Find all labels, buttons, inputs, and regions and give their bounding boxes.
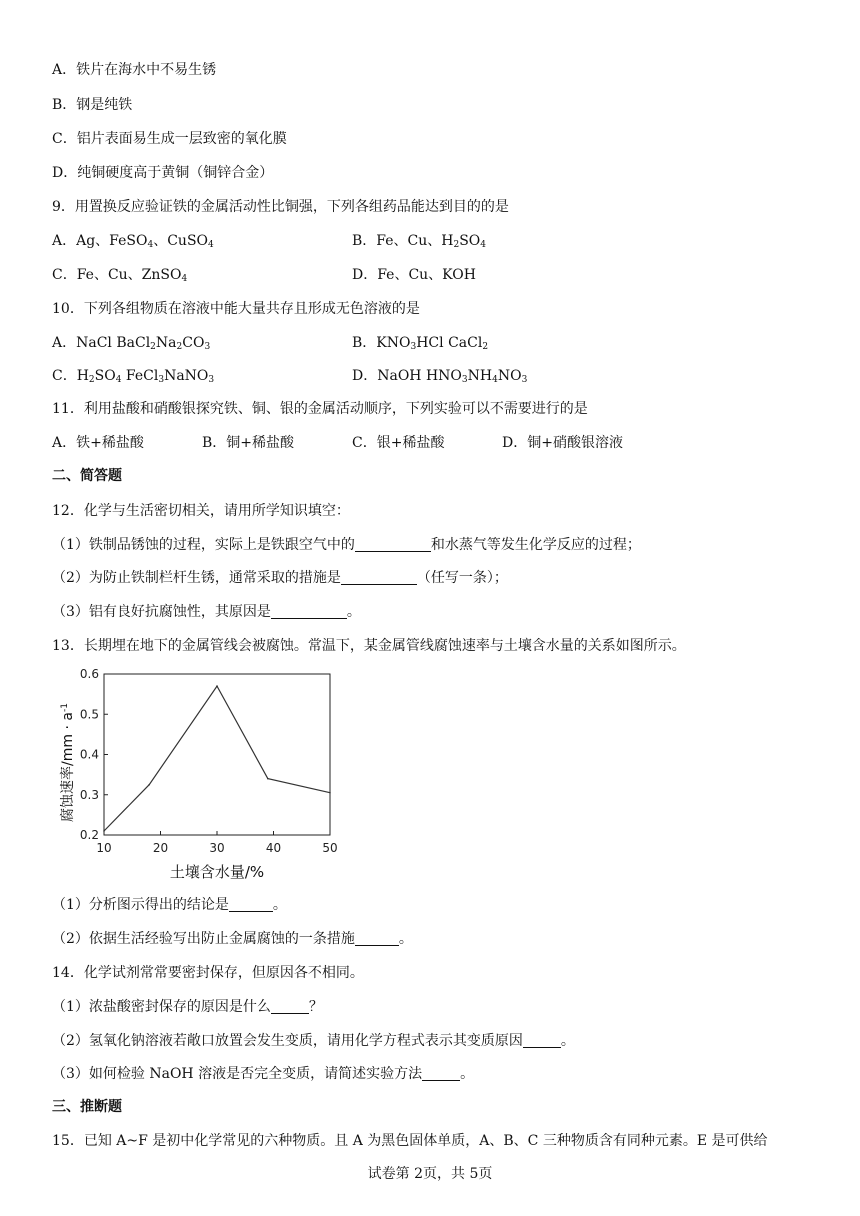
x-tick-label: 30 [209, 841, 225, 855]
q11-option-b: B．铜+稀盐酸 [202, 435, 295, 451]
q12-part-1: （1）铁制品锈蚀的过程，实际上是铁跟空气中的 和水蒸气等发生化学反应的过程； [52, 537, 641, 553]
answer-blank[interactable] [341, 570, 417, 585]
answer-blank[interactable] [523, 1033, 561, 1048]
x-tick-label: 50 [322, 841, 338, 855]
q15-stem: 15．已知 A~F 是初中化学常见的六种物质。且 A 为黑色固体单质，A、B、C 三种物质含有同种元素。E 是可供给 [52, 1133, 768, 1149]
q9-option-b: B．Fe、Cu、$H_2SO_4$ [352, 233, 487, 250]
answer-blank[interactable] [271, 604, 347, 619]
x-tick-label: 10 [96, 841, 112, 855]
q10-stem: 10．下列各组物质在溶液中能大量共存且形成无色溶液的是 [52, 301, 420, 317]
y-axis-label: 腐蚀速率$/mm \cdot a^{-1}$ [60, 703, 76, 822]
q9-option-a: A．Ag、FeSO$_4$、CuSO$_4$ [52, 233, 214, 250]
answer-blank[interactable] [229, 897, 273, 912]
answer-blank[interactable] [422, 1066, 460, 1081]
q8-option-d: D．纯铜硬度高于黄铜（铜锌合金） [52, 165, 274, 181]
q10-option-c: C．$H_2SO_4$ FeCl$_3$NaNO$_3$ [52, 368, 215, 385]
q14-part-3: （3）如何检验 NaOH 溶液是否完全变质，请简述实验方法 。 [52, 1066, 475, 1082]
section-heading-short-answer: 二、简答题 [52, 468, 122, 484]
data-point [216, 685, 218, 687]
q11-option-d: D．铜+硝酸银溶液 [502, 435, 623, 451]
data-point [267, 778, 269, 780]
q12-part-2: （2）为防止铁制栏杆生锈，通常采取的措施是 （任写一条）； [52, 570, 508, 586]
q9-option-d: D．Fe、Cu、KOH [352, 267, 476, 283]
q8-option-a: A．铁片在海水中不易生锈 [52, 62, 217, 78]
y-tick-label: 0.6 [79, 667, 99, 681]
chart-svg [52, 660, 352, 885]
q14-part-2: （2）氢氧化钠溶液若敞口放置会发生变质，请用化学方程式表示其变质原因 。 [52, 1033, 575, 1049]
x-tick-label: 40 [265, 841, 282, 855]
q14-part-1: （1）浓盐酸密封保存的原因是什么 ？ [52, 999, 323, 1015]
y-tick-label: 0.3 [79, 787, 99, 802]
q13-stem: 13．长期埋在地下的金属管线会被腐蚀。常温下，某金属管线腐蚀速率与土壤含水量的关系如图所示。 [52, 638, 686, 654]
q12-part-3: （3）铝有良好抗腐蚀性，其原因是 。 [52, 604, 361, 620]
answer-blank[interactable] [271, 999, 309, 1014]
data-point [329, 792, 331, 794]
plot-frame [104, 674, 330, 835]
q9-option-c: C．Fe、Cu、ZnSO$_4$ [52, 267, 188, 284]
q10-option-d: D．NaOH $HNO_3NH_4NO_3$ [352, 368, 528, 385]
q8-option-c: C．铝片表面易生成一层致密的氧化膜 [52, 131, 287, 147]
q11-option-c: C．银+稀盐酸 [352, 435, 445, 451]
q14-stem: 14．化学试剂常常要密封保存，但原因各不相同。 [52, 965, 364, 981]
q11-stem: 11．利用盐酸和硝酸银探究铁、铜、银的金属活动顺序，下列实验可以不需要进行的是 [52, 401, 588, 417]
q8-option-b: B．钢是纯铁 [52, 97, 133, 113]
q12-stem: 12．化学与生活密切相关，请用所学知识填空： [52, 503, 350, 519]
answer-blank[interactable] [355, 537, 431, 552]
corrosion-rate-chart [52, 660, 352, 885]
data-point [103, 830, 105, 832]
x-tick-label: 20 [152, 841, 169, 855]
q10-option-b: B．$KNO_3HCl$ CaCl$_2$ [352, 335, 489, 352]
q9-stem: 9．用置换反应验证铁的金属活动性比铜强，下列各组药品能达到目的的是 [52, 199, 509, 215]
y-tick-label: 0.2 [79, 828, 99, 842]
y-axis-label-superscript: -1 [60, 703, 70, 713]
q13-part-1: （1）分析图示得出的结论是 。 [52, 897, 287, 913]
q10-option-a: A．NaCl $BaCl_2Na_2CO_3$ [52, 335, 211, 352]
y-tick-label: 0.4 [79, 747, 99, 762]
series-line [104, 686, 330, 831]
answer-blank[interactable] [355, 931, 399, 946]
y-tick-label: 0.5 [79, 707, 99, 722]
data-point [148, 784, 150, 786]
page-footer: 试卷第 2页，共 5页 [367, 1166, 493, 1182]
q11-option-a: A．铁+稀盐酸 [52, 435, 144, 451]
x-axis-label: 土壤含水量/% [169, 863, 265, 881]
section-heading-inference: 三、推断题 [52, 1099, 122, 1115]
q13-part-2: （2）依据生活经验写出防止金属腐蚀的一条措施 。 [52, 931, 413, 947]
